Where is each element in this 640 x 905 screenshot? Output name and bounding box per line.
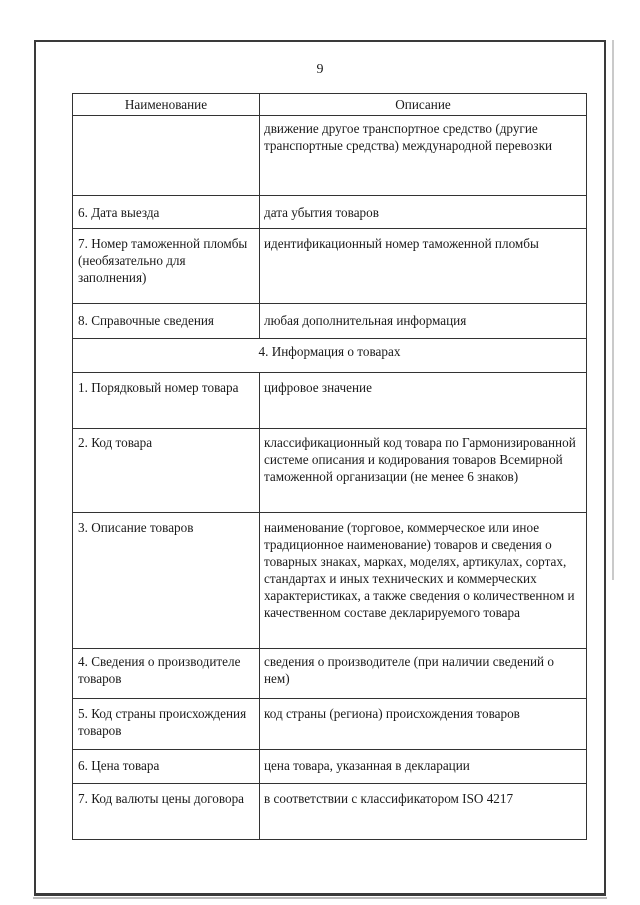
table-row xyxy=(73,649,587,699)
table-row xyxy=(73,116,587,196)
page-number: 9 xyxy=(316,62,324,77)
table-row xyxy=(73,784,587,840)
table-row xyxy=(73,429,587,513)
column-header-name: Наименование xyxy=(73,94,260,116)
row-description: любая дополнительная информация xyxy=(260,304,587,339)
row-description: цена товара, указанная в декларации xyxy=(260,750,587,784)
row-description: идентификационный номер таможенной пломбы xyxy=(260,229,587,304)
table-header-row xyxy=(73,94,587,116)
row-name: 5. Код страны происхождения товаров xyxy=(73,699,260,750)
row-description: дата убытия товаров xyxy=(260,196,587,229)
table-row xyxy=(73,750,587,784)
table-row xyxy=(73,304,587,339)
table-row xyxy=(73,196,587,229)
section-row xyxy=(73,339,587,373)
row-description: классификационный код товара по Гармонизированной системе описания и кодирования товаров Всемирной таможенной организации (не менее 6 знаков) xyxy=(260,429,587,513)
row-description: движение другое транспортное средство (другие транспортные средства) международной перевозки xyxy=(260,116,587,196)
table-row xyxy=(73,699,587,750)
row-description: наименование (торговое, коммерческое или иное традиционное наименование) товаров и сведения о товарных знаках, марках, моделях, артикулах, сортах, стандартах и иных технических и коммерческих характеристиках, а также сведения о количественном и качественном составе декларируемого товара xyxy=(260,513,587,649)
table-row xyxy=(73,373,587,429)
row-name: 8. Справочные сведения xyxy=(73,304,260,339)
section-title: 4. Информация о товарах xyxy=(73,339,587,373)
row-name xyxy=(73,116,260,196)
scan-artifact xyxy=(612,40,614,580)
row-description: код страны (региона) происхождения товаров xyxy=(260,699,587,750)
table-row xyxy=(73,513,587,649)
row-description: цифровое значение xyxy=(260,373,587,429)
row-description: в соответствии с классификатором ISO 4217 xyxy=(260,784,587,840)
row-name: 4. Сведения о производителе товаров xyxy=(73,649,260,699)
row-name: 6. Цена товара xyxy=(73,750,260,784)
row-name: 7. Номер таможенной пломбы (необязательно для заполнения) xyxy=(73,229,260,304)
data-table xyxy=(72,93,587,840)
row-name: 2. Код товара xyxy=(73,429,260,513)
table-row xyxy=(73,229,587,304)
row-name: 1. Порядковый номер товара xyxy=(73,373,260,429)
row-name: 7. Код валюты цены договора xyxy=(73,784,260,840)
row-description: сведения о производителе (при наличии сведений о нем) xyxy=(260,649,587,699)
column-header-description: Описание xyxy=(260,94,587,116)
row-name: 6. Дата выезда xyxy=(73,196,260,229)
row-name: 3. Описание товаров xyxy=(73,513,260,649)
